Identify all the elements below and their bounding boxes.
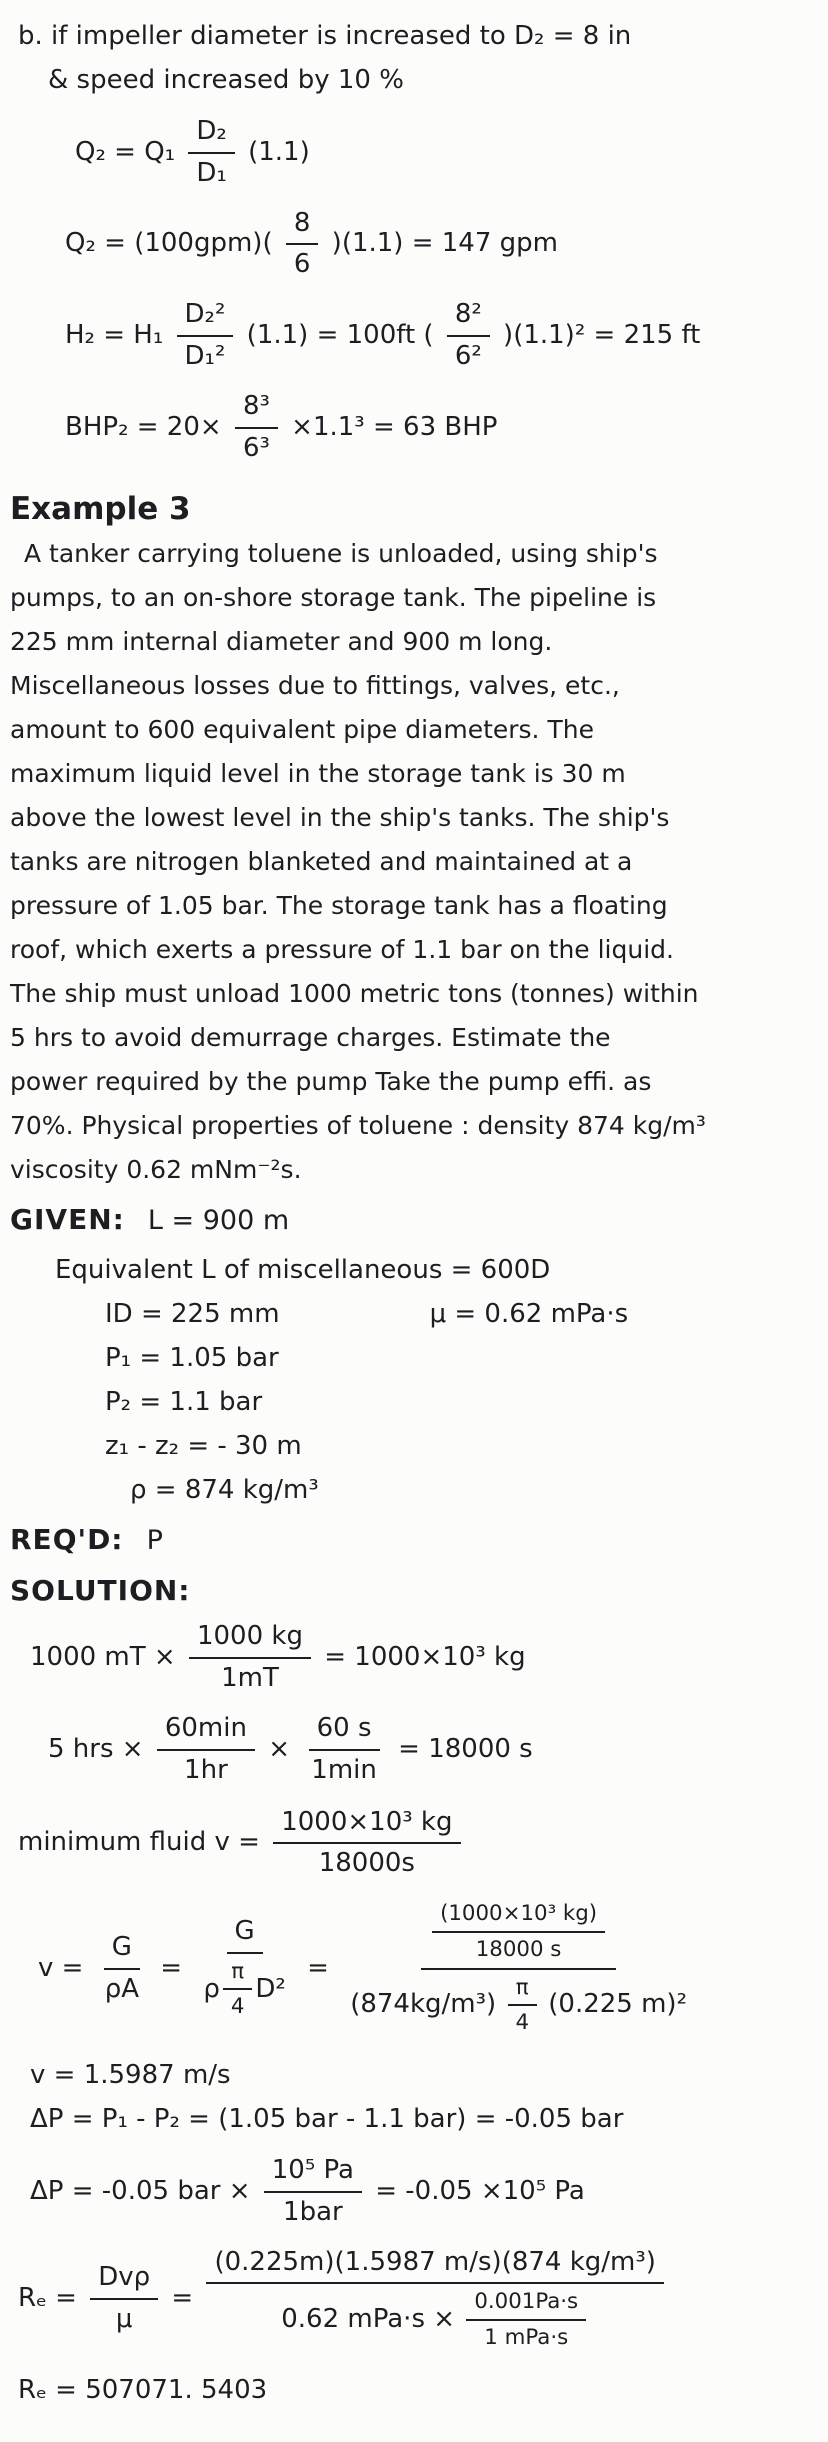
equation-min-fluid-rate <box>10 1803 818 1885</box>
given-pressure-2: P₂ = 1.1 bar <box>105 1387 263 1418</box>
paragraph-line: pumps, to an on-shore storage tank. The pipeline is <box>10 583 657 613</box>
eq-denominator <box>223 1990 253 2022</box>
eq-text: 0.001Pa·s <box>474 2289 579 2315</box>
eq-text: × <box>259 1733 299 1764</box>
eq-text: (874kg/m³) <box>350 1989 505 2020</box>
reqd-label: REQ'D: <box>10 1523 124 1557</box>
eq-numerator <box>157 1711 255 1751</box>
equation-bhp <box>10 387 818 469</box>
eq-denominator <box>176 1751 236 1789</box>
eq-text: 18000s <box>318 1848 415 1879</box>
eq-text: 1bar <box>283 2196 343 2227</box>
given-id-viscosity-row <box>10 1292 818 1336</box>
example3-heading: Example 3 <box>10 491 191 528</box>
eq-text: ρA <box>104 1973 139 2004</box>
eq-text: 5 hrs × <box>48 1733 152 1764</box>
eq-text: D² <box>255 1973 286 2004</box>
eq-text: = <box>163 2283 202 2314</box>
eq-text: 18000 s <box>475 1936 562 1962</box>
solution-section <box>10 1574 818 2411</box>
eq-numerator <box>432 1899 605 1933</box>
given-pipe-length: L = 900 m <box>147 1205 290 1237</box>
eq-text: (0.225 m)² <box>540 1989 687 2020</box>
eq-text: v = <box>38 1952 92 1983</box>
eq-text: 60 s <box>316 1712 372 1743</box>
eq-numerator <box>286 206 319 246</box>
eq-denominator <box>235 429 278 467</box>
eq-text: Dvρ <box>98 2262 151 2293</box>
paragraph-line: 70%. Physical properties of toluene : density 874 kg/m³ <box>10 1111 706 1141</box>
eq-text: (1.1) <box>239 136 310 167</box>
eq-fraction <box>507 1973 537 2038</box>
given-section <box>10 1196 818 1512</box>
eq-text: minimum fluid v = <box>18 1827 269 1858</box>
paragraph-line: maximum liquid level in the storage tank is 30 m <box>10 759 626 789</box>
eq-text: )(1.1)² = 215 ft <box>494 320 701 351</box>
eq-text: G <box>234 1915 255 1946</box>
eq-text: = <box>298 1952 338 1983</box>
paragraph-line: roof, which exerts a pressure of 1.1 bar on the liquid. <box>10 935 674 965</box>
eq-numerator <box>223 1957 252 1991</box>
equation-flow-value <box>10 204 818 286</box>
eq-fraction <box>223 1957 253 2022</box>
part-b-section <box>10 14 818 468</box>
eq-denominator <box>507 2006 537 2038</box>
paragraph-line: pressure of 1.05 bar. The storage tank has a floating <box>10 891 668 921</box>
reqd-value: P <box>146 1525 163 1557</box>
eq-text: H₂ = H₁ <box>65 320 172 351</box>
eq-text: ΔP = -0.05 bar × <box>30 2175 259 2206</box>
eq-numerator <box>206 2245 663 2285</box>
eq-text: = 1000×10³ kg <box>315 1642 526 1673</box>
eq-text: 10⁵ Pa <box>271 2154 354 2185</box>
eq-denominator <box>342 1970 695 2039</box>
eq-numerator <box>177 297 234 337</box>
eq-numerator <box>508 1973 537 2007</box>
eq-text: 8³ <box>242 390 270 421</box>
eq-text: μ <box>115 2304 133 2335</box>
eq-text: G <box>111 1931 132 1962</box>
eq-denominator <box>213 1659 287 1697</box>
eq-fraction <box>206 2245 663 2354</box>
given-heading-row <box>10 1196 818 1248</box>
given-equivalent-length: Equivalent L of miscellaneous = 600D <box>55 1255 551 1286</box>
equation-velocity <box>10 1896 818 2041</box>
eq-text: 4 <box>230 1994 245 2020</box>
paragraph-line: viscosity 0.62 mNm⁻²s. <box>10 1155 302 1185</box>
eq-fraction <box>195 1914 294 2023</box>
given-inner-diameter: ID = 225 mm <box>105 1299 280 1330</box>
equation-flow-ratio <box>10 112 818 194</box>
eq-numerator <box>447 297 490 337</box>
eq-denominator <box>108 2300 141 2338</box>
eq-text: 1hr <box>184 1754 228 1785</box>
eq-fraction <box>342 1898 695 2039</box>
eq-text: ×1.1³ = 63 BHP <box>282 411 498 442</box>
paragraph-line: The ship must unload 1000 metric tons (tonnes) within <box>10 979 699 1009</box>
eq-fraction <box>447 297 490 375</box>
eq-text: 1 mPa·s <box>484 2325 569 2351</box>
given-label: GIVEN: <box>10 1203 125 1237</box>
reqd-row <box>10 1516 818 1568</box>
paragraph-line: Miscellaneous losses due to fittings, valves, etc., <box>10 671 620 701</box>
eq-text: 1000 mT × <box>30 1642 184 1673</box>
eq-numerator <box>421 1898 616 1969</box>
eq-numerator <box>90 2260 158 2300</box>
eq-text: (1.1) = 100ft ( <box>238 320 442 351</box>
paragraph-line: 5 hrs to avoid demurrage charges. Estimate the <box>10 1023 611 1053</box>
paragraph-line: amount to 600 equivalent pipe diameters. The <box>10 715 594 745</box>
eq-text: 4 <box>515 2010 529 2036</box>
reqd-section <box>10 1516 818 1568</box>
eq-text: π <box>231 1958 245 1984</box>
eq-text: )(1.1) = 147 gpm <box>323 228 558 259</box>
paragraph-line: power required by the pump Take the pump effi. as <box>10 1067 652 1097</box>
eq-denominator <box>311 1844 423 1882</box>
eq-fraction <box>286 206 319 284</box>
eq-numerator <box>264 2153 362 2193</box>
eq-text: D₂² <box>184 299 226 330</box>
eq-numerator <box>273 1805 460 1845</box>
eq-fraction <box>97 1930 147 2008</box>
eq-text: = 18000 s <box>389 1733 533 1764</box>
eq-fraction <box>303 1711 385 1789</box>
paragraph-line: above the lowest level in the ship's tanks. The ship's <box>10 803 670 833</box>
eq-numerator <box>104 1930 140 1970</box>
eq-fraction <box>432 1899 605 1964</box>
paragraph-line: tanks are nitrogen blanketed and maintained at a <box>10 847 633 877</box>
eq-text: 6³ <box>242 432 270 463</box>
eq-numerator <box>235 389 278 429</box>
eq-text: (0.225m)(1.5987 m/s)(874 kg/m³) <box>214 2246 656 2277</box>
pressure-difference-line: ΔP = P₁ - P₂ = (1.05 bar - 1.1 bar) = -0.05 bar <box>30 2103 624 2134</box>
eq-denominator <box>468 1933 570 1965</box>
equation-head <box>10 295 818 377</box>
eq-text: D₁ <box>196 157 227 188</box>
eq-denominator <box>303 1751 385 1789</box>
eq-text: 60min <box>164 1712 247 1743</box>
eq-fraction <box>189 1619 311 1697</box>
eq-denominator <box>275 2193 351 2231</box>
eq-text: BHP₂ = 20× <box>65 411 230 442</box>
paragraph-line: 225 mm internal diameter and 900 m long. <box>10 627 553 657</box>
equation-mass-conversion <box>10 1617 818 1699</box>
eq-text: π <box>515 1974 529 2000</box>
partb-condition-line1: b. if impeller diameter is increased to D₂ = 8 in <box>18 21 632 51</box>
eq-denominator <box>195 1954 294 2023</box>
equation-pressure-conversion <box>10 2151 818 2233</box>
eq-text: 8² <box>454 299 482 330</box>
eq-text: = <box>152 1952 191 1983</box>
eq-text: 6 <box>293 249 311 280</box>
eq-text: ρ <box>203 1973 220 2004</box>
eq-denominator <box>286 245 319 283</box>
partb-condition-line2: & speed increased by 10 % <box>48 65 404 95</box>
eq-fraction <box>235 389 278 467</box>
eq-numerator <box>466 2287 586 2321</box>
eq-fraction <box>466 2287 586 2352</box>
eq-text: = -0.05 ×10⁵ Pa <box>366 2175 585 2206</box>
eq-text: Q₂ = (100gpm)( <box>65 228 281 259</box>
eq-denominator <box>447 337 490 375</box>
given-elevation-difference: z₁ - z₂ = - 30 m <box>105 1431 302 1462</box>
eq-text: 1000 kg <box>196 1621 303 1652</box>
eq-denominator <box>188 154 234 192</box>
eq-text: D₂ <box>196 116 227 146</box>
eq-numerator <box>189 1619 311 1659</box>
eq-text: Q₂ = Q₁ <box>75 136 184 167</box>
eq-fraction <box>188 114 234 192</box>
solution-label: SOLUTION: <box>10 1574 191 1608</box>
eq-fraction <box>264 2153 362 2231</box>
eq-fraction <box>157 1711 255 1789</box>
eq-text: D₁² <box>184 340 226 371</box>
eq-fraction <box>90 2260 158 2338</box>
given-viscosity: μ = 0.62 mPa·s <box>429 1299 629 1330</box>
equation-time-conversion <box>10 1709 818 1791</box>
eq-denominator <box>97 1970 147 2008</box>
velocity-result: v = 1.5987 m/s <box>30 2059 231 2090</box>
eq-numerator <box>188 114 234 154</box>
eq-text: 1mT <box>221 1663 279 1694</box>
example3-section <box>10 486 818 1192</box>
given-density: ρ = 874 kg/m³ <box>130 1475 319 1506</box>
eq-text: Rₑ = <box>18 2283 86 2314</box>
eq-fraction <box>177 297 234 375</box>
eq-fraction <box>273 1805 460 1883</box>
eq-numerator <box>309 1711 380 1751</box>
eq-denominator <box>476 2321 576 2353</box>
reynolds-result: Rₑ = 507071. 5403 <box>18 2374 268 2405</box>
eq-text: 0.62 mPa·s × <box>281 2304 464 2335</box>
equation-reynolds <box>10 2243 818 2356</box>
paragraph-line: A tanker carrying toluene is unloaded, using ship's <box>24 539 658 569</box>
eq-text: 6² <box>454 340 482 371</box>
eq-numerator <box>227 1914 263 1954</box>
eq-denominator <box>273 2284 597 2353</box>
eq-text: 1000×10³ kg <box>281 1806 453 1837</box>
eq-denominator <box>177 337 234 375</box>
eq-text: (1000×10³ kg) <box>440 1901 598 1927</box>
eq-text: 1min <box>311 1754 377 1785</box>
eq-text: 8 <box>293 207 311 238</box>
given-pressure-1: P₁ = 1.05 bar <box>105 1343 279 1374</box>
